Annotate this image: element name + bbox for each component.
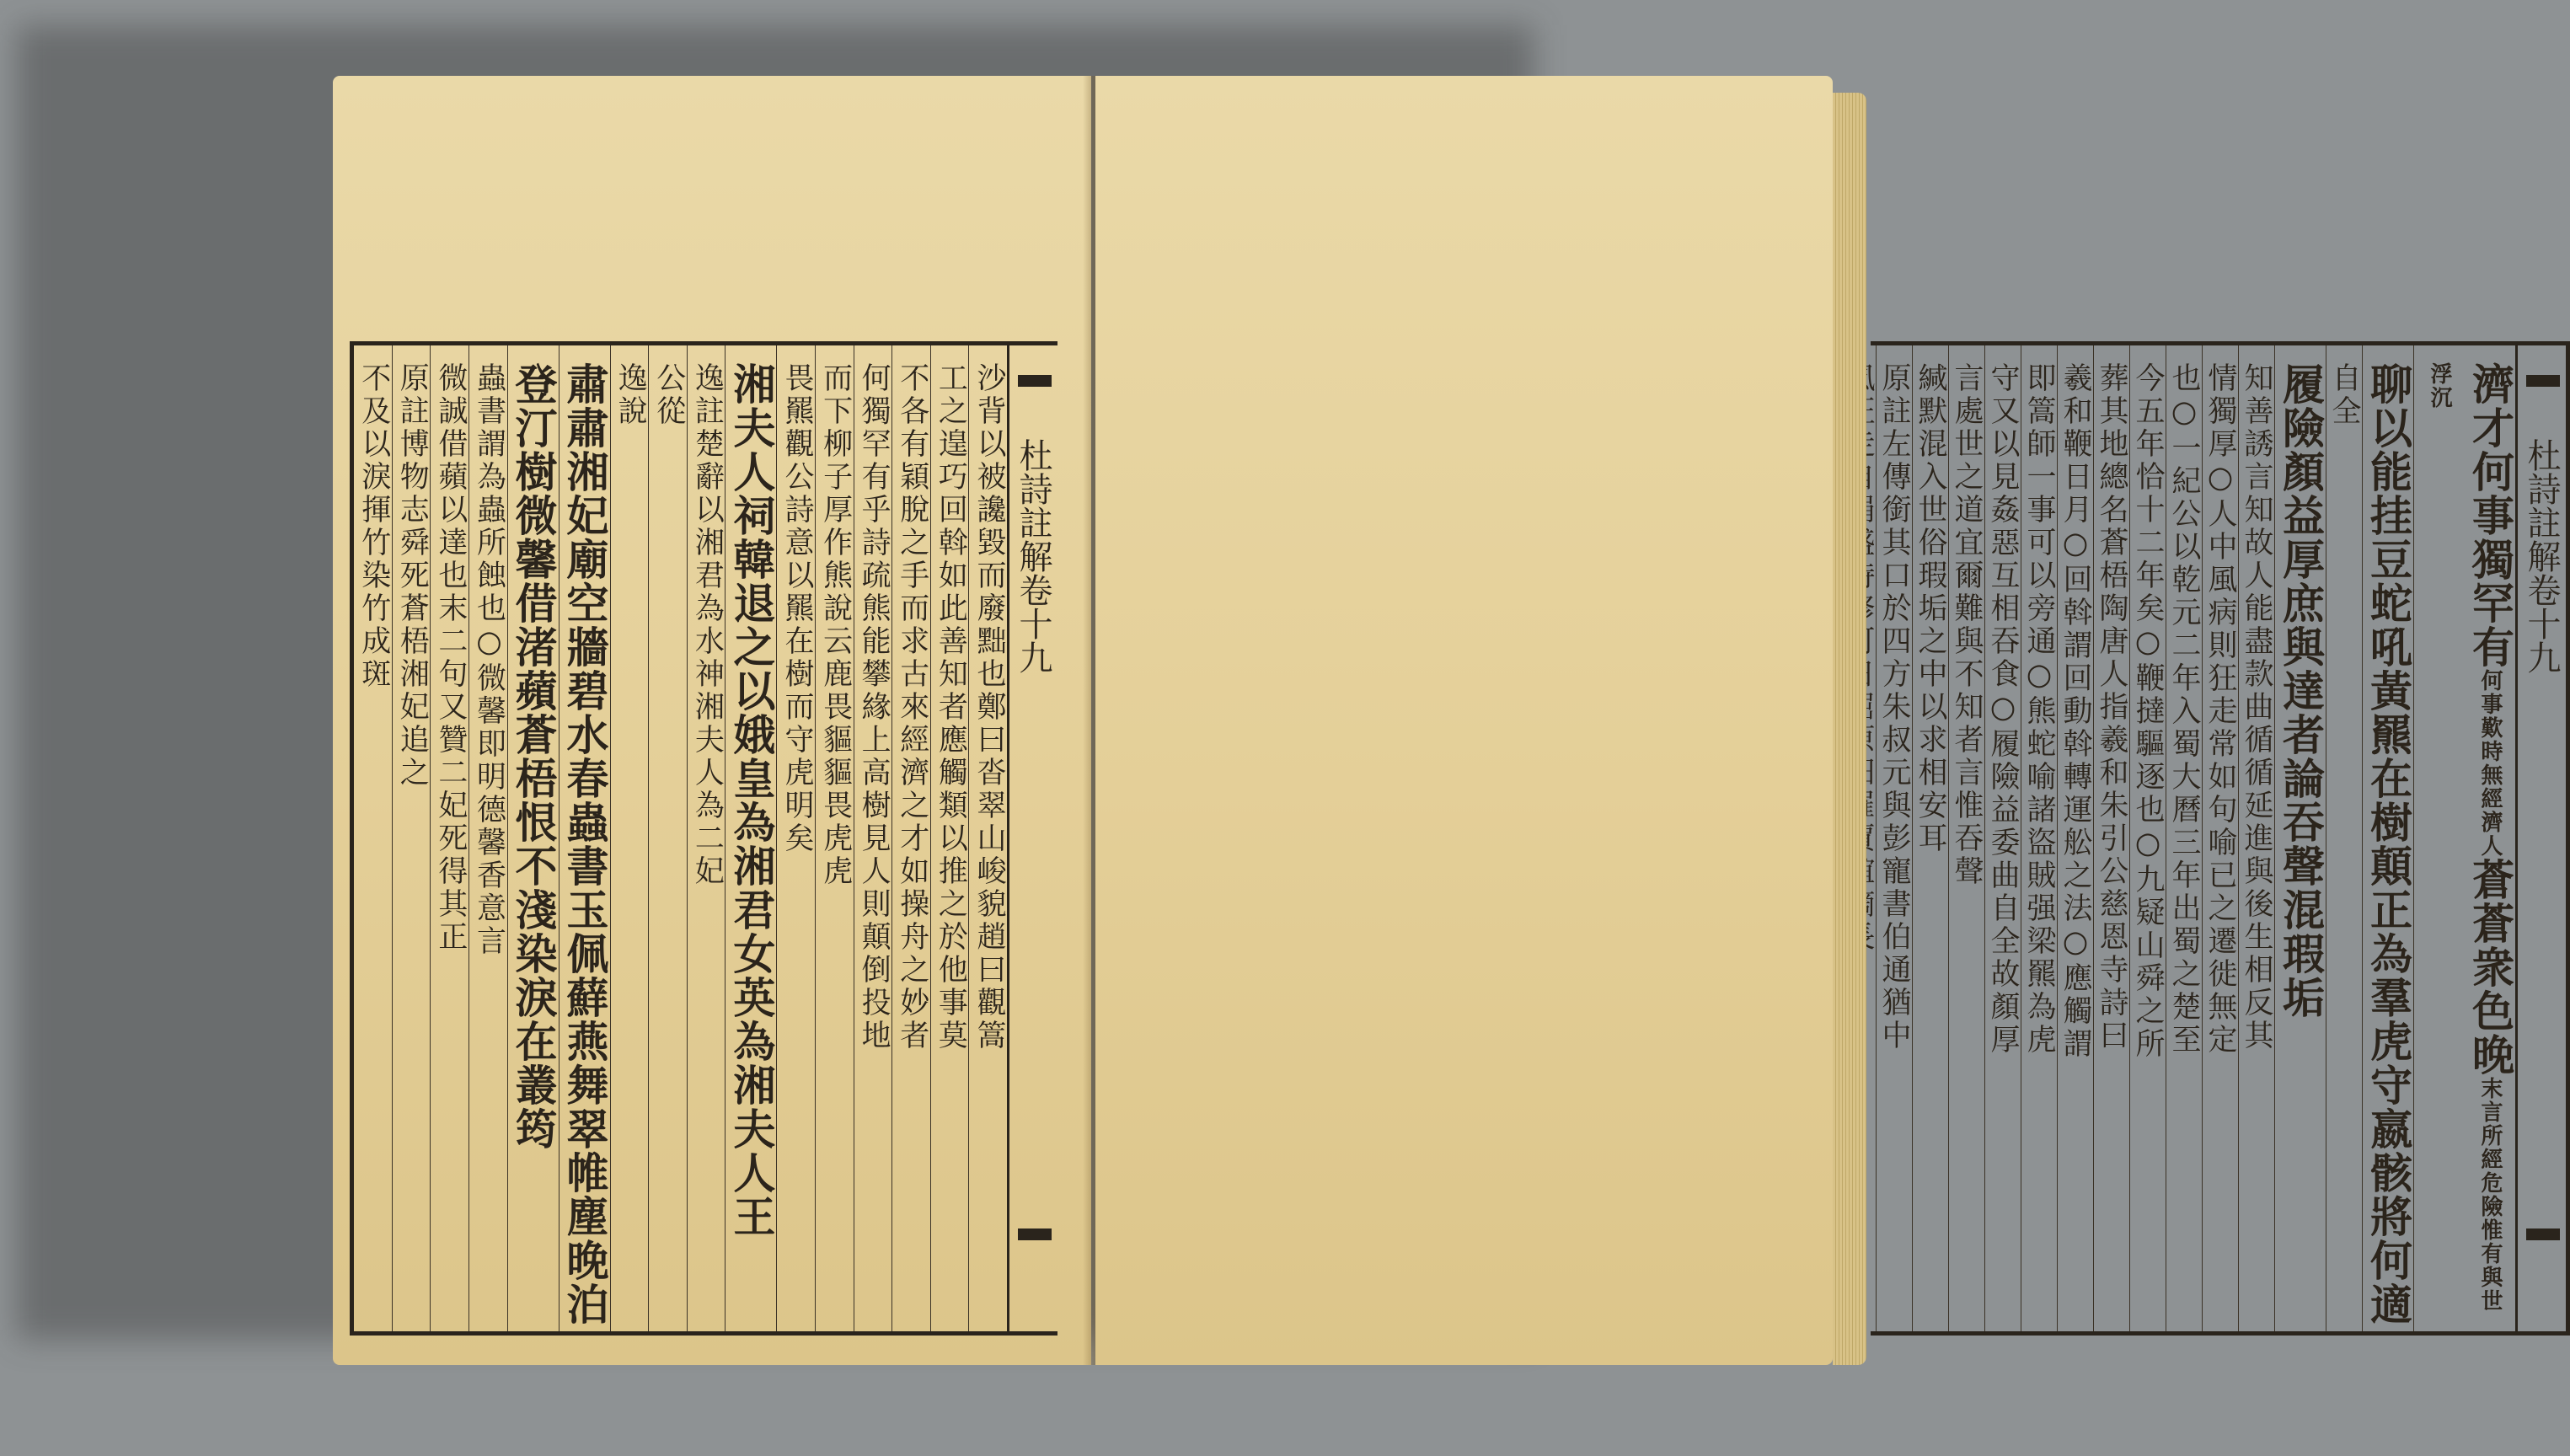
fish-tail-mark-icon — [1018, 1228, 1052, 1264]
text-column: 畏羆觀公詩意以羆在樹而守虎明矣 — [776, 345, 815, 1331]
text-column: 蟲書謂為蟲所蝕也○微馨即明德馨香意言 — [468, 345, 507, 1331]
text-column: 公從 — [648, 345, 687, 1331]
left-page-frame — [350, 341, 1057, 1336]
text-column: 聊以能挂豆蛇吼黃羆在樹顛正為羣虎守嬴骸將何適 — [2362, 345, 2413, 1331]
left-page-columns — [354, 345, 1057, 1331]
text-column: 逸註楚辭以湘君為水神湘夫人為二妃 — [687, 345, 725, 1331]
text-column: 守又以見姦惡互相吞食○履險益委曲自全故顏厚 — [1984, 345, 2021, 1331]
text-column: 今五年恰十二年矣○鞭撻驅逐也○九疑山舜之所 — [2129, 345, 2166, 1331]
text-column: 沙背以被讒毀而廢黜也鄭曰沓翠山峻貌趙曰觀篙 — [968, 345, 1007, 1331]
open-book — [333, 76, 2561, 1390]
right-page-columns — [1871, 345, 2566, 1331]
left-page-banner — [1007, 345, 1057, 1331]
text-column: 逸說 — [610, 345, 649, 1331]
right-banner-title: 杜詩註解卷十九 — [2522, 438, 2561, 674]
text-column: 微誠借蘋以達也末二句又贊二妃死得其正 — [430, 345, 468, 1331]
fish-tail-mark-icon — [1018, 375, 1052, 410]
gloss-annotation: 何事歎時無經濟人 — [2477, 669, 2503, 858]
text-column: 情獨厚○人中風病則狂走常如句喻已之遷徙無定 — [2202, 345, 2238, 1331]
right-page-banner — [2515, 345, 2566, 1331]
fish-tail-mark-icon — [2526, 1228, 2560, 1264]
inline-verse: 蒼蒼衆色晚 — [2466, 858, 2515, 1077]
text-column: 登汀樹微馨借渚蘋蒼梧恨不淺染淚在叢筠 — [507, 345, 559, 1331]
fish-tail-mark-icon — [2526, 375, 2560, 410]
text-column: 羲和鞭日月○回斡謂回動斡轉運舩之法○應觸謂 — [2057, 345, 2093, 1331]
text-column: 何獨罕有乎詩疏熊能攀緣上高樹見人則顛倒投地 — [854, 345, 892, 1331]
text-column: 湘夫人祠韓退之以娥皇為湘君女英為湘夫人王 — [725, 345, 776, 1331]
text-column: 即篙師一事可以旁通○熊蛇喻諸盜賊强梁羆為虎 — [2021, 345, 2057, 1331]
text-column: 工之遑巧回斡如此善知者應觸類以推之於他事莫 — [930, 345, 969, 1331]
text-column: 原註左傳銜其口於四方朱叔元與彭寵書伯通猶中 — [1876, 345, 1912, 1331]
text-column: 也○一紀公以乾元二年入蜀大曆三年出蜀之楚至 — [2166, 345, 2202, 1331]
left-banner-title: 杜詩註解卷十九 — [1014, 438, 1052, 674]
text-column: 自全 — [2326, 345, 2362, 1331]
left-page — [333, 76, 1091, 1365]
text-column: 不及以淚揮竹染竹成斑 — [356, 362, 391, 691]
text-column: 不各有穎脫之手而求古來經濟之才如操舟之妙者 — [891, 345, 930, 1331]
book-fore-edge — [1833, 93, 1866, 1365]
text-column: 履險顏益厚庶與達者論吞聲混瑕垢 — [2274, 345, 2326, 1331]
text-column: 原註博物志舜死蒼梧湘妃追之 — [392, 345, 431, 1331]
text-column: 而下柳子厚作熊說云鹿畏貙貙畏虎虎 — [815, 345, 854, 1331]
text-column: 濟才何事獨罕有何事歎時無經濟人蒼蒼衆色晚末言所經危險惟有與世浮沉 — [2413, 345, 2515, 1331]
text-column: 言處世之道宜爾難與不知者言惟吞聲 — [1948, 345, 1984, 1331]
text-column: 緘默混入世俗瑕垢之中以求相安耳 — [1912, 345, 1948, 1331]
text-column: 知善誘言知故人能盡款曲循循延進與後生相反其 — [2238, 345, 2274, 1331]
text-column: 葬其地總名蒼梧陶唐人指羲和朱引公慈恩寺詩曰 — [2093, 345, 2129, 1331]
right-page — [1095, 76, 2561, 1365]
gloss-annotation: 末言所經危險惟有與世浮沉 — [2427, 362, 2503, 1313]
right-page-frame — [1871, 341, 2570, 1336]
text-column: 肅肅湘妃廟空牆碧水春蟲書玉佩蘚燕舞翠帷塵晚泊 — [559, 345, 610, 1331]
